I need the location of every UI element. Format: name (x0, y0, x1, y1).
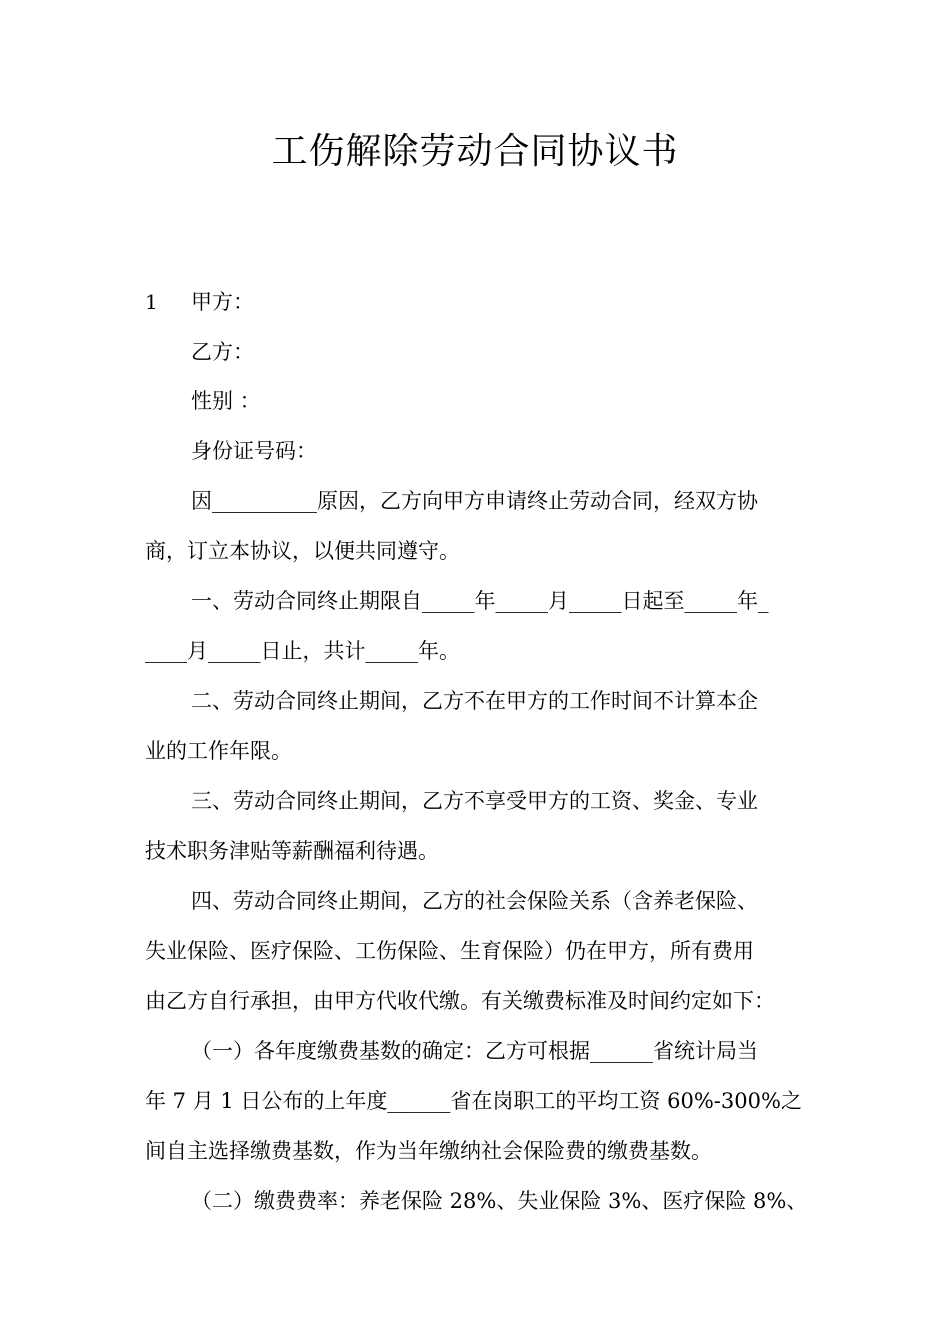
clause-2-line: 二、劳动合同终止期间，乙方不在甲方的工作时间不计算本企 (191, 689, 758, 713)
body-line: 商，订立本协议，以便共同遵守。 (145, 539, 460, 563)
party-a-field: 甲方： (191, 290, 254, 314)
gender-field: 性别 ： (191, 389, 261, 413)
document-title: 工伤解除劳动合同协议书 (271, 131, 679, 172)
clause-3-line: 三、劳动合同终止期间，乙方不享受甲方的工资、奖金、专业 (191, 789, 758, 813)
sub-clause-1-line: 年 7 月 1 日公布的上年度______省在岗职工的平均工资 60%-300%之 (145, 1089, 802, 1113)
sub-clause-2-line: （二）缴费费率：养老保险 28%、失业保险 3%、医疗保险 8%、 (191, 1189, 808, 1213)
id-number-field: 身份证号码： (191, 439, 317, 463)
item-number: 1 (145, 290, 158, 314)
clause-3-line: 技术职务津贴等薪酬福利待遇。 (145, 839, 439, 863)
party-b-field: 乙方： (191, 340, 254, 364)
clause-4-line: 四、劳动合同终止期间，乙方的社会保险关系（含养老保险、 (191, 889, 758, 913)
clause-4-line: 失业保险、医疗保险、工伤保险、生育保险）仍在甲方，所有费用 (145, 939, 754, 963)
body-line: 因__________原因，乙方向甲方申请终止劳动合同，经双方协 (191, 489, 758, 513)
clause-1-line: ____月_____日止，共计_____年。 (145, 639, 460, 663)
sub-clause-1-line: （一）各年度缴费基数的确定：乙方可根据______省统计局当 (191, 1039, 758, 1063)
sub-clause-1-line: 间自主选择缴费基数，作为当年缴纳社会保险费的缴费基数。 (145, 1139, 712, 1163)
clause-2-line: 业的工作年限。 (145, 739, 292, 763)
clause-4-line: 由乙方自行承担，由甲方代收代缴。有关缴费标准及时间约定如下： (145, 989, 775, 1013)
clause-1-line: 一、劳动合同终止期限自_____年_____月_____日起至_____年_ (191, 589, 769, 613)
